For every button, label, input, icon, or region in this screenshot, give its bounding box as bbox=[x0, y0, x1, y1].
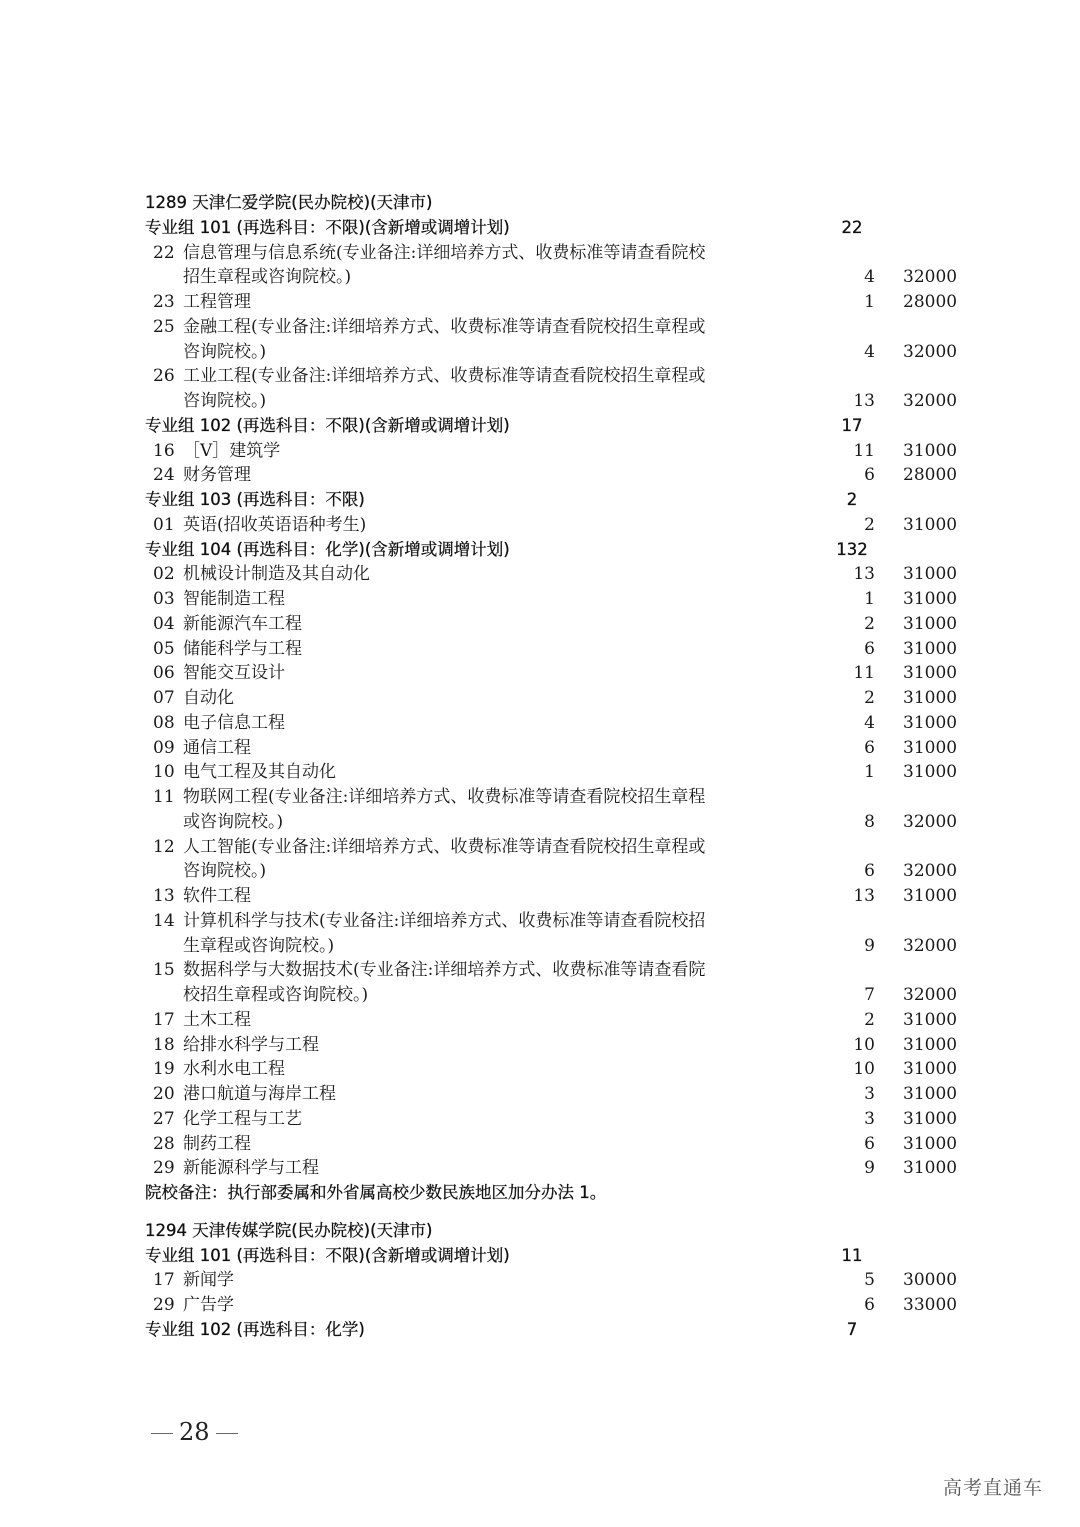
major-name: 财务管理 bbox=[183, 465, 251, 486]
major-name: 广告学 bbox=[183, 1295, 234, 1315]
major-row bbox=[145, 958, 975, 1008]
major-row bbox=[145, 686, 975, 711]
major-fee: 32000 bbox=[903, 267, 958, 288]
major-group-header bbox=[145, 414, 975, 439]
major-count: 8 bbox=[864, 811, 875, 832]
group-title: 专业组 103 (再选科目：不限) bbox=[145, 490, 365, 509]
major-count: 10 bbox=[853, 1059, 875, 1080]
major-code: 12 bbox=[153, 836, 175, 857]
major-fee: 32000 bbox=[903, 341, 958, 362]
major-row bbox=[145, 290, 975, 315]
major-fee: 28000 bbox=[903, 292, 958, 312]
major-fee: 32000 bbox=[903, 935, 958, 956]
major-code: 28 bbox=[153, 1133, 175, 1154]
major-fee: 31000 bbox=[903, 737, 958, 758]
major-fee: 31000 bbox=[903, 762, 958, 783]
major-row bbox=[145, 513, 975, 538]
group-count: 2 bbox=[846, 490, 858, 509]
major-fee: 31000 bbox=[903, 1034, 958, 1055]
major-count: 2 bbox=[864, 613, 875, 634]
major-name: 给排水科学与工程 bbox=[183, 1034, 319, 1055]
major-code: 04 bbox=[153, 613, 175, 634]
major-row bbox=[145, 1008, 975, 1033]
major-group-header bbox=[145, 216, 975, 241]
group-title: 专业组 104 (再选科目：化学)(含新增或调增计划) bbox=[145, 539, 510, 559]
major-count: 1 bbox=[864, 589, 875, 609]
major-name: 化学工程与工艺 bbox=[183, 1108, 302, 1129]
major-fee: 32000 bbox=[903, 811, 958, 832]
major-row bbox=[145, 1132, 975, 1157]
major-row bbox=[145, 1107, 975, 1132]
major-name: 智能制造工程 bbox=[183, 589, 285, 609]
enrollment-plan-list bbox=[145, 191, 975, 1343]
major-code: 07 bbox=[153, 688, 175, 708]
major-row bbox=[145, 661, 975, 686]
major-code: 05 bbox=[153, 638, 175, 659]
major-fee: 31000 bbox=[903, 886, 958, 906]
major-code: 11 bbox=[153, 787, 175, 807]
major-count: 4 bbox=[864, 267, 875, 288]
major-name: 数据科学与大数据技术(专业备注:详细培养方式、收费标准等请查看院 校招生章程或咨询院校。) bbox=[183, 960, 706, 1005]
major-name: 水利水电工程 bbox=[183, 1059, 285, 1080]
major-fee: 32000 bbox=[903, 985, 958, 1005]
major-row bbox=[145, 1268, 975, 1293]
major-name: 港口航道与海岸工程 bbox=[183, 1084, 336, 1104]
major-row bbox=[145, 612, 975, 637]
major-name: 信息管理与信息系统(专业备注:详细培养方式、收费标准等请查看院校 招生章程或咨询院校。) bbox=[183, 242, 706, 288]
major-group-header bbox=[145, 1244, 975, 1269]
major-row bbox=[145, 1082, 975, 1107]
major-count: 6 bbox=[864, 1295, 875, 1315]
school-header bbox=[145, 191, 975, 216]
major-count: 5 bbox=[864, 1270, 875, 1291]
major-code: 26 bbox=[153, 366, 175, 387]
major-row bbox=[145, 1033, 975, 1058]
major-name: ［V］建筑学 bbox=[183, 440, 281, 461]
major-count: 6 bbox=[864, 861, 875, 882]
major-row bbox=[145, 463, 975, 488]
major-fee: 31000 bbox=[903, 440, 958, 461]
group-count: 17 bbox=[841, 415, 863, 435]
major-fee: 32000 bbox=[903, 861, 958, 882]
major-name: 新能源科学与工程 bbox=[183, 1158, 319, 1179]
major-count: 9 bbox=[864, 1158, 875, 1179]
major-group-header bbox=[145, 538, 975, 563]
major-row bbox=[145, 1057, 975, 1082]
major-count: 3 bbox=[864, 1108, 875, 1129]
major-fee: 30000 bbox=[903, 1270, 958, 1291]
major-count: 1 bbox=[864, 762, 875, 783]
major-code: 13 bbox=[153, 886, 175, 906]
group-count: 7 bbox=[846, 1319, 858, 1339]
watermark: 高考直通车 bbox=[943, 1477, 1044, 1499]
major-group-header bbox=[145, 488, 975, 513]
school-note bbox=[145, 1181, 975, 1206]
major-code: 02 bbox=[153, 564, 175, 585]
major-count: 11 bbox=[853, 440, 875, 461]
major-count: 2 bbox=[864, 514, 875, 535]
major-count: 4 bbox=[864, 712, 875, 733]
page-number-text: 28 bbox=[179, 1418, 210, 1446]
major-code: 03 bbox=[153, 589, 175, 609]
group-count: 11 bbox=[841, 1245, 863, 1265]
major-code: 29 bbox=[153, 1295, 175, 1315]
major-count: 6 bbox=[864, 638, 875, 659]
major-row bbox=[145, 909, 975, 959]
major-fee: 31000 bbox=[903, 1084, 958, 1104]
major-count: 13 bbox=[853, 886, 875, 906]
major-row bbox=[145, 241, 975, 291]
major-fee: 31000 bbox=[903, 589, 958, 609]
school-header bbox=[145, 1219, 975, 1244]
major-code: 09 bbox=[153, 737, 175, 758]
major-code: 16 bbox=[153, 440, 175, 461]
major-fee: 31000 bbox=[903, 613, 958, 634]
group-title: 专业组 102 (再选科目：化学) bbox=[145, 1319, 365, 1339]
major-name: 新能源汽车工程 bbox=[183, 613, 302, 634]
major-name: 电气工程及其自动化 bbox=[183, 762, 336, 783]
major-row bbox=[145, 562, 975, 587]
group-count: 22 bbox=[841, 217, 863, 237]
section-gap bbox=[145, 1206, 975, 1219]
group-title: 专业组 101 (再选科目：不限)(含新增或调增计划) bbox=[145, 217, 510, 237]
major-code: 10 bbox=[153, 762, 175, 783]
major-code: 27 bbox=[153, 1108, 175, 1129]
major-name: 机械设计制造及其自动化 bbox=[183, 564, 370, 585]
major-count: 1 bbox=[864, 292, 875, 312]
major-count: 11 bbox=[853, 663, 875, 684]
major-name: 工业工程(专业备注:详细培养方式、收费标准等请查看院校招生章程或 咨询院校。) bbox=[183, 366, 706, 411]
major-name: 物联网工程(专业备注:详细培养方式、收费标准等请查看院校招生章程 或咨询院校。) bbox=[183, 787, 706, 832]
major-code: 25 bbox=[153, 316, 175, 337]
dash-decoration bbox=[151, 1433, 173, 1435]
major-group-header bbox=[145, 1318, 975, 1343]
major-code: 20 bbox=[153, 1084, 175, 1104]
major-code: 24 bbox=[153, 465, 175, 486]
major-name: 土木工程 bbox=[183, 1009, 251, 1030]
major-name: 金融工程(专业备注:详细培养方式、收费标准等请查看院校招生章程或 咨询院校。) bbox=[183, 316, 706, 362]
major-code: 06 bbox=[153, 663, 175, 684]
major-count: 7 bbox=[864, 985, 875, 1005]
major-code: 01 bbox=[153, 514, 175, 535]
major-code: 17 bbox=[153, 1270, 175, 1291]
major-fee: 31000 bbox=[903, 712, 958, 733]
school-note-text: 院校备注：执行部委属和外省属高校少数民族地区加分办法 1。 bbox=[145, 1183, 607, 1202]
major-code: 29 bbox=[153, 1158, 175, 1179]
major-count: 10 bbox=[853, 1034, 875, 1055]
major-count: 6 bbox=[864, 465, 875, 486]
major-name: 储能科学与工程 bbox=[183, 638, 302, 659]
major-code: 08 bbox=[153, 712, 175, 733]
major-row bbox=[145, 587, 975, 612]
major-fee: 31000 bbox=[903, 688, 958, 708]
major-name: 电子信息工程 bbox=[183, 712, 285, 733]
major-count: 13 bbox=[853, 564, 875, 585]
group-title: 专业组 102 (再选科目：不限)(含新增或调增计划) bbox=[145, 415, 510, 435]
major-count: 2 bbox=[864, 1009, 875, 1030]
major-row bbox=[145, 315, 975, 365]
major-name: 人工智能(专业备注:详细培养方式、收费标准等请查看院校招生章程或 咨询院校。) bbox=[183, 836, 706, 882]
dash-decoration bbox=[216, 1433, 238, 1435]
major-code: 19 bbox=[153, 1059, 175, 1080]
major-row bbox=[145, 1156, 975, 1181]
major-name: 英语(招收英语语种考生) bbox=[183, 514, 367, 535]
group-count: 132 bbox=[836, 539, 868, 559]
major-count: 9 bbox=[864, 935, 875, 956]
major-name: 工程管理 bbox=[183, 292, 251, 312]
major-fee: 32000 bbox=[903, 391, 958, 411]
major-count: 13 bbox=[853, 391, 875, 411]
major-code: 18 bbox=[153, 1034, 175, 1055]
major-row bbox=[145, 637, 975, 662]
major-row bbox=[145, 785, 975, 835]
major-row bbox=[145, 736, 975, 761]
major-fee: 31000 bbox=[903, 663, 958, 684]
major-row bbox=[145, 364, 975, 414]
major-fee: 31000 bbox=[903, 564, 958, 585]
school-header-text: 1289 天津仁爱学院(民办院校)(天津市) bbox=[145, 193, 433, 212]
major-count: 6 bbox=[864, 1133, 875, 1154]
major-name: 智能交互设计 bbox=[183, 663, 285, 684]
major-fee: 31000 bbox=[903, 1158, 958, 1179]
major-fee: 31000 bbox=[903, 638, 958, 659]
major-fee: 33000 bbox=[903, 1295, 958, 1315]
major-code: 17 bbox=[153, 1009, 175, 1030]
major-count: 3 bbox=[864, 1084, 875, 1104]
major-code: 23 bbox=[153, 292, 175, 312]
major-count: 4 bbox=[864, 341, 875, 362]
major-code: 15 bbox=[153, 960, 175, 981]
major-fee: 31000 bbox=[903, 514, 958, 535]
major-name: 计算机科学与技术(专业备注:详细培养方式、收费标准等请查看院校招 生章程或咨询院校。) bbox=[183, 910, 706, 956]
major-fee: 31000 bbox=[903, 1133, 958, 1154]
major-name: 通信工程 bbox=[183, 737, 251, 758]
major-fee: 31000 bbox=[903, 1059, 958, 1080]
major-row bbox=[145, 835, 975, 885]
major-code: 22 bbox=[153, 242, 175, 263]
major-name: 制药工程 bbox=[183, 1133, 251, 1154]
major-row bbox=[145, 439, 975, 464]
major-fee: 31000 bbox=[903, 1108, 958, 1129]
major-fee: 28000 bbox=[903, 465, 958, 486]
group-title: 专业组 101 (再选科目：不限)(含新增或调增计划) bbox=[145, 1245, 510, 1265]
major-name: 软件工程 bbox=[183, 886, 251, 906]
major-row bbox=[145, 760, 975, 785]
page-number bbox=[145, 1418, 244, 1446]
major-name: 自动化 bbox=[183, 688, 234, 708]
major-code: 14 bbox=[153, 910, 175, 931]
major-row bbox=[145, 884, 975, 909]
major-row bbox=[145, 1293, 975, 1318]
school-header-text: 1294 天津传媒学院(民办院校)(天津市) bbox=[145, 1220, 433, 1240]
major-count: 6 bbox=[864, 737, 875, 758]
major-fee: 31000 bbox=[903, 1009, 958, 1030]
major-name: 新闻学 bbox=[183, 1270, 234, 1291]
major-row bbox=[145, 711, 975, 736]
major-count: 2 bbox=[864, 688, 875, 708]
